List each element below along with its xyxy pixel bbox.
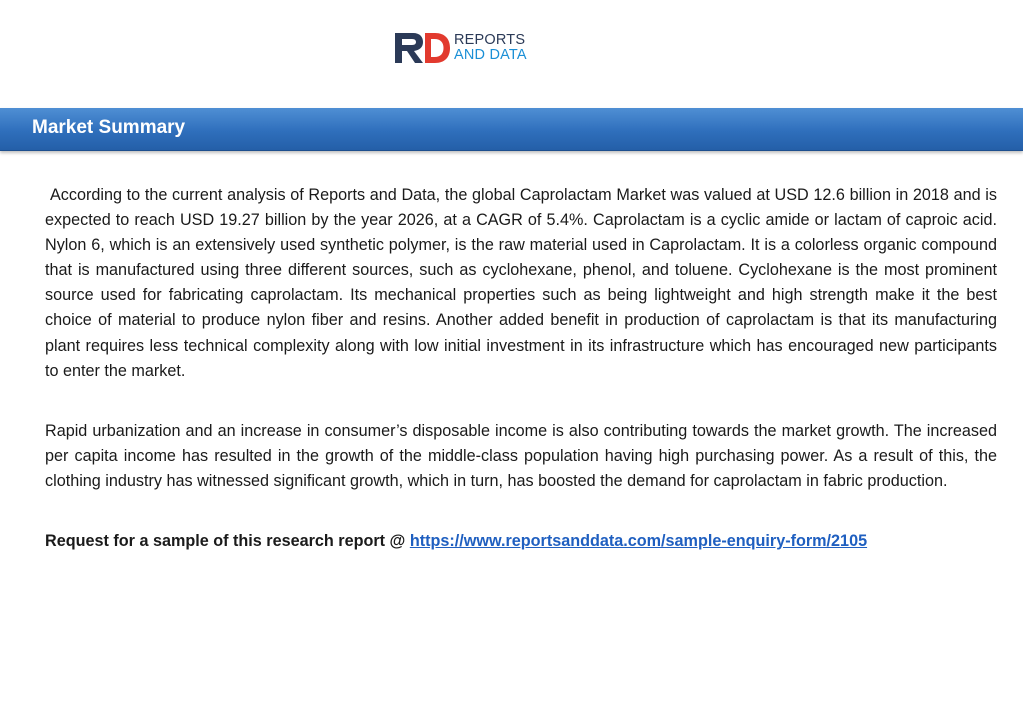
rd-logo-icon [395, 31, 451, 65]
section-title: Market Summary [32, 117, 186, 138]
sample-request-link[interactable]: https://www.reportsanddata.com/sample-enquiry-form/2105 [409, 532, 868, 551]
sample-request-label: Request for a sample of this research report @ [45, 532, 410, 551]
summary-paragraph-2: Rapid urbanization and an increase in consumer’s disposable income is also contributing towards the market growth. The increased per capita income has resulted in the growth of the middle-class population having high purchasing power. As a result of this, the clothing industry has witnessed significant growth, which in turn, has boosted the demand for caprolactam in fabric production. [45, 421, 997, 490]
sample-request-line [45, 529, 997, 554]
summary-paragraph-1: According to the current analysis of Reports and Data, the global Caprolactam Market was valued at USD 12.6 billion in 2018 and is expected to reach USD 19.27 billion by the year 2026, at a CAGR of 5.4%. Caprolactam is a cyclic amide or lactam of caproic acid. Nylon 6, which is an extensively used synthetic polymer, is the raw material used in Caprolactam. It is a colorless organic compound that is manufactured using three different sources, such as cyclohexane, phenol, and toluene. Cyclohexane is the most prominent source used for fabricating caprolactam. Its mechanical properties such as being lightweight and high strength make it the best choice of material to produce nylon fiber and resins. Another added benefit in production of caprolactam is that its manufacturing plant requires less technical complexity along with low initial investment in its infrastructure which has encouraged new participants to enter the market. [45, 186, 997, 380]
logo-line-reports: REPORTS [454, 32, 526, 48]
reports-and-data-logo [395, 30, 527, 66]
logo-line-and-data: AND DATA [454, 47, 527, 63]
market-summary-content [45, 183, 997, 554]
section-banner [0, 108, 1023, 151]
